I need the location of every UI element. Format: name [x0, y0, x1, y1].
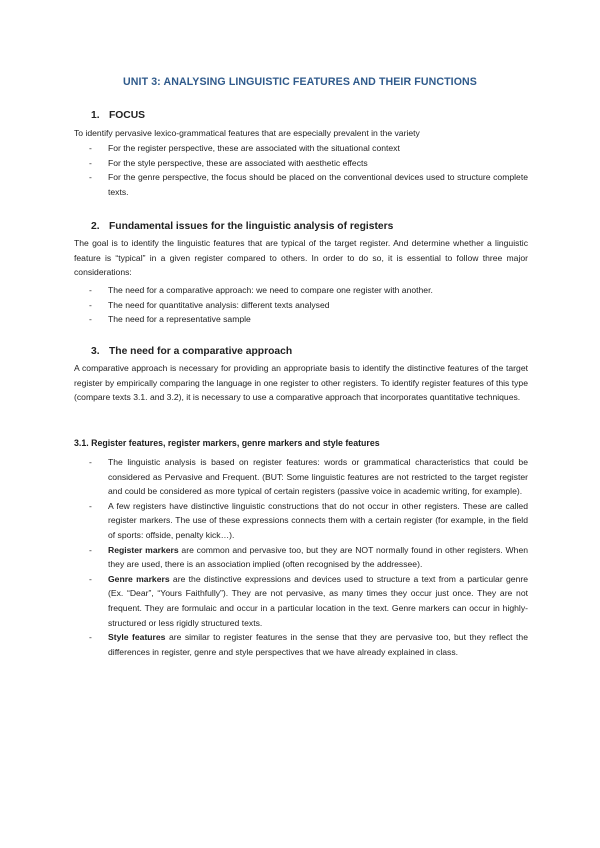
section-3-intro: A comparative approach is necessary for providing an appropriate basis to identify the distinctive features of the target register by empirically comparing the language in one register to other registers. To identify register features of this type (compare texts 3.1. and 3.2), it is necessary to use a comparative approach that incorporates quantitative techniques.	[74, 363, 528, 403]
section-3-list	[74, 455, 528, 659]
page-title: UNIT 3: ANALYSING LINGUISTIC FEATURES AND THEIR FUNCTIONS	[123, 76, 477, 88]
subsection-3-1-heading: 3.1. Register features, register markers, genre markers and style features	[74, 438, 380, 448]
section-2-title: Fundamental issues for the linguistic analysis of registers	[109, 221, 394, 232]
list-item: - A few registers have distinctive linguistic constructions that do not occur in other registers. These are called register markers. The use of these expressions connects them with a certain register (for example, in the field of sports: offside, penalty kick…).	[89, 500, 528, 540]
section-1-list	[74, 141, 528, 199]
section-1-intro: To identify pervasive lexico-grammatical features that are especially prevalent in the variety	[74, 128, 420, 138]
section-2-list	[74, 283, 528, 327]
term-style-features: Style features	[108, 632, 166, 643]
list-item-text: The need for a comparative approach: we need to compare one register with another.	[108, 285, 433, 295]
list-item: - Register markers are common and pervasive too, but they are NOT normally found in other registers. When they are used, there is an association implied (often recognised by the addressee).	[89, 544, 528, 570]
section-2-heading	[91, 221, 393, 232]
list-item: - For the style perspective, these are associated with aesthetic effects	[89, 157, 368, 168]
section-3-heading	[91, 346, 292, 357]
list-item-text: A few registers have distinctive linguistic constructions that do not occur in other registers. These are called register markers. The use of these expressions connects them with a certain register (for example, in the field of sports: offside, penalty kick…).	[108, 500, 528, 540]
list-item: - For the genre perspective, the focus should be placed on the conventional devices used to structure complete texts.	[89, 172, 528, 197]
list-item-text: For the register perspective, these are associated with the situational context	[108, 143, 400, 153]
section-2-number: 2.	[91, 221, 100, 232]
list-item: - The need for a comparative approach: we need to compare one register with another.	[89, 285, 433, 295]
list-item-text: The need for quantitative analysis: different texts analysed	[108, 299, 330, 310]
list-item-text: For the genre perspective, the focus should be placed on the conventional devices used to structure complete texts.	[108, 172, 528, 197]
section-1-title: FOCUS	[109, 110, 146, 121]
list-item-text: The need for a representative sample	[108, 314, 251, 325]
list-item: - Style features are similar to register features in the sense that they are pervasive too, but they reflect the differences in register, genre and style perspectives that we have already explained in class.	[89, 632, 528, 657]
list-item: - The need for quantitative analysis: different texts analysed	[89, 299, 330, 310]
list-item-text: For the style perspective, these are associated with aesthetic effects	[108, 157, 368, 168]
list-item-text: The linguistic analysis is based on register features: words or grammatical characteristics that could be considered as Pervasive and Frequent. (BUT: Some linguistic features are not restricted to the target register and could be considered as more typical of certain registers (passive voice in academic writing, for example).	[108, 457, 528, 497]
list-item-text: are the distinctive expressions and devices used to structure a text from a particular genre (Ex. “Dear”, “Yours Faithfully”). They are not pervasive, as many times they occur just once. They are not frequent. They are formulaic and occur in a particular location in the text. Genre markers can occur in highly-structured or less rigidly structured texts.	[108, 573, 528, 628]
section-2-intro: The goal is to identify the linguistic features that are typical of the target register. And determine whether a linguistic feature is “typical” in a given register compared to others. In order to do so, it is essential to follow three major considerations:	[74, 238, 528, 278]
list-item-text: are common and pervasive too, but they are NOT normally found in other registers. When they are used, there is an association implied (often recognised by the addressee).	[108, 544, 528, 570]
section-1-number: 1.	[91, 110, 100, 121]
list-item: - Genre markers are the distinctive expressions and devices used to structure a text from a particular genre (Ex. “Dear”, “Yours Faithfully”). They are not pervasive, as many times they occur just once. They are not frequent. They are formulaic and occur in a particular location in the text. Genre markers can occur in highly-structured or less rigidly structured texts.	[89, 573, 528, 628]
section-3-title: The need for a comparative approach	[109, 346, 293, 357]
list-item: - The linguistic analysis is based on register features: words or grammatical characteristics that could be considered as Pervasive and Frequent. (BUT: Some linguistic features are not restricted to the target register and could be considered as more typical of certain registers (passive voice in academic writing, for example).	[89, 457, 528, 497]
list-item: - The need for a representative sample	[89, 314, 251, 325]
section-3-number: 3.	[91, 346, 100, 357]
list-item: - For the register perspective, these are associated with the situational context	[89, 143, 400, 153]
term-genre-markers: Genre markers	[108, 573, 170, 584]
list-item-text: are similar to register features in the sense that they are pervasive too, but they reflect the differences in register, genre and style perspectives that we have already explained in class.	[108, 632, 528, 657]
term-register-markers: Register markers	[108, 544, 179, 555]
section-1-heading	[91, 110, 145, 121]
